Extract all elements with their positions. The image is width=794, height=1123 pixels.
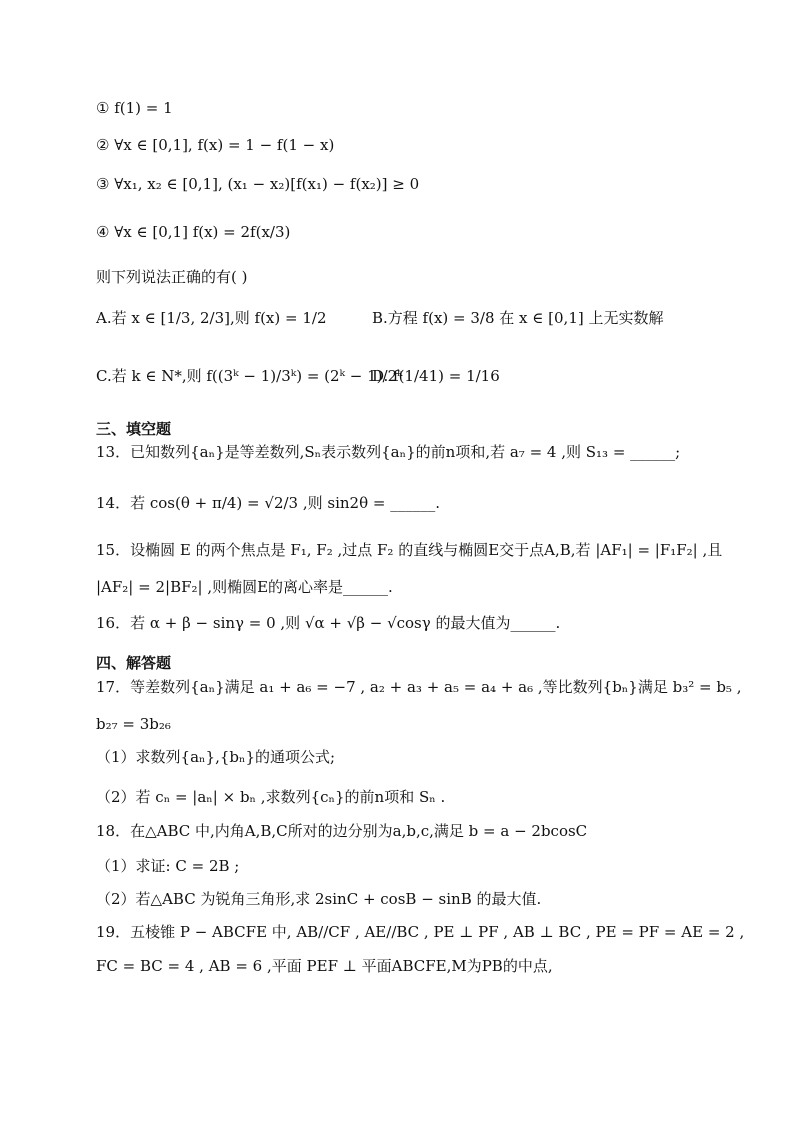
section-fill-blank-title: 三、填空题 xyxy=(96,420,172,438)
question-17-line-2: b₂₇ = 3b₂₆ xyxy=(96,715,171,733)
condition-4: ④ ∀x ∈ [0,1] f(x) = 2f(x/3) xyxy=(96,223,291,241)
question-17-part-1: （1）求数列{aₙ},{bₙ}的通项公式; xyxy=(96,748,336,766)
question-19-line-2: FC = BC = 4 , AB = 6 ,平面 PEF ⊥ 平面ABCFE,M为PB的中点, xyxy=(96,957,553,975)
question-17-part-2: （2）若 cₙ = |aₙ| × bₙ ,求数列{cₙ}的前n项和 Sₙ . xyxy=(96,788,446,806)
condition-2: ② ∀x ∈ [0,1], f(x) = 1 − f(1 − x) xyxy=(96,136,335,154)
question-prompt: 则下列说法正确的有( ) xyxy=(96,268,248,286)
question-14: 14．若 cos(θ + π/4) = √2/3 ,则 sin2θ = ______. xyxy=(96,494,440,512)
option-c: C.若 k ∈ N*,则 f((3ᵏ − 1)/3ᵏ) = (2ᵏ − 1)/2ᵏ xyxy=(96,367,403,385)
question-19-line-1: 19．五棱锥 P − ABCFE 中, AB//CF , AE//BC , PE ⊥ PF , AB ⊥ BC , PE = PF = AE = 2 , xyxy=(96,923,745,941)
question-15-line-2: |AF₂| = 2|BF₂| ,则椭圆E的离心率是______. xyxy=(96,578,393,596)
question-18-line-1: 18．在△ABC 中,内角A,B,C所对的边分别为a,b,c,满足 b = a − 2bcosC xyxy=(96,822,588,840)
question-18-part-2: （2）若△ABC 为锐角三角形,求 2sinC + cosB − sinB 的最大值. xyxy=(96,890,542,908)
question-13: 13．已知数列{aₙ}是等差数列,Sₙ表示数列{aₙ}的前n项和,若 a₇ = 4 ,则 S₁₃ = ______; xyxy=(96,443,681,461)
option-b: B.方程 f(x) = 3/8 在 x ∈ [0,1] 上无实数解 xyxy=(372,309,664,327)
question-16: 16．若 α + β − sinγ = 0 ,则 √α + √β − √cosγ 的最大值为______. xyxy=(96,614,561,632)
option-a: A.若 x ∈ [1/3, 2/3],则 f(x) = 1/2 xyxy=(96,309,327,327)
question-18-part-1: （1）求证: C = 2B ; xyxy=(96,857,240,875)
condition-3: ③ ∀x₁, x₂ ∈ [0,1], (x₁ − x₂)[f(x₁) − f(x₂)] ≥ 0 xyxy=(96,175,420,193)
option-d: D. f(1/41) = 1/16 xyxy=(372,367,500,385)
question-17-line-1: 17．等差数列{aₙ}满足 a₁ + a₆ = −7 , a₂ + a₃ + a₅ = a₄ + a₆ ,等比数列{bₙ}满足 b₃² = b₅ , xyxy=(96,678,742,696)
condition-1: ① f(1) = 1 xyxy=(96,99,173,117)
question-15-line-1: 15．设椭圆 E 的两个焦点是 F₁, F₂ ,过点 F₂ 的直线与椭圆E交于点A,B,若 |AF₁| = |F₁F₂| ,且 xyxy=(96,541,723,559)
section-answer-title: 四、解答题 xyxy=(96,654,172,672)
